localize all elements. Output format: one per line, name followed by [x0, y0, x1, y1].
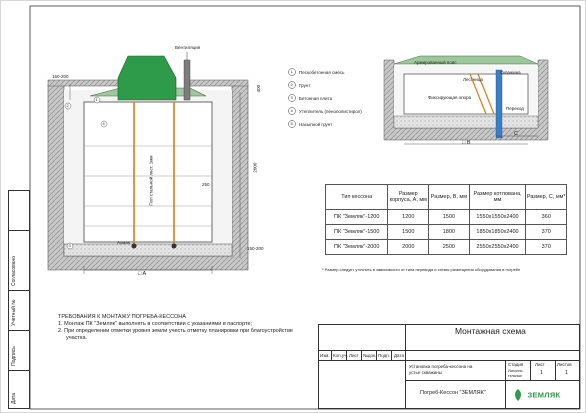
stamp-desc-line1: Установка погреба-кессона на: [409, 364, 473, 369]
wall-label: Пол стальной лест. 1мм: [148, 155, 154, 206]
side-label-approved: Согласовано: [11, 255, 17, 286]
side-label-account: Учетный №: [11, 299, 17, 326]
well-label: Скважина: [500, 70, 521, 75]
table-cell: 2550х2550х2400: [469, 240, 526, 255]
hatch-cap: [118, 56, 176, 100]
table-cell: 2500: [429, 240, 470, 255]
sheet-number: 1: [540, 370, 544, 376]
table-header: Тип кессона: [326, 185, 388, 210]
legend-text: Пескобетонная смесь: [299, 69, 345, 75]
table-cell: 1500: [429, 210, 470, 225]
col-header: Лист: [349, 353, 359, 358]
ventilation-pipe: [184, 60, 190, 100]
side-label-signature: Подпись: [11, 346, 17, 366]
table-cell: 370: [526, 240, 567, 255]
spec-table: [325, 184, 567, 255]
col-header: Подп.: [378, 353, 390, 358]
table-cell: 1200: [388, 210, 429, 225]
requirement-item-2-cont: участка.: [66, 335, 88, 341]
requirement-item-1: 1. Монтаж ПК "Земляк" выполнять в соответствии с указаниями в паспорте;: [58, 321, 253, 327]
legend-num: 2: [290, 81, 293, 87]
well-casing: [496, 70, 502, 138]
dim-bottom-right: 150-200: [247, 246, 264, 251]
pipe-label: Переход: [506, 106, 524, 111]
col-header: Дата: [394, 353, 404, 358]
table-row: [326, 225, 567, 240]
table-header: Размер, C, мм*: [526, 185, 567, 210]
callout-4: 4: [102, 120, 105, 126]
requirement-item-2: 2. При определении отметки уровня земли учесть отметку планировки при благоустройстве: [58, 328, 293, 334]
sheet-header: Лист: [535, 362, 545, 367]
stamp-title: Монтажная схема: [455, 326, 526, 336]
table-cell: 1550х1550х2400: [469, 210, 526, 225]
table-header: Размер котлована, мм: [469, 185, 526, 210]
dim-c-label: C: [514, 131, 518, 137]
table-header: Размер корпуса, A, мм: [388, 185, 429, 210]
table-header: Размер, B, мм: [429, 185, 470, 210]
side-label-date: Дата: [11, 392, 17, 404]
dim-b-label: □ B: [462, 140, 471, 146]
legend-num: 4: [290, 107, 293, 113]
table-header-row: [326, 185, 567, 210]
legend-num: 1: [290, 68, 293, 74]
table-cell: 2000: [388, 240, 429, 255]
callout-3: 3: [68, 242, 71, 248]
stage-value-line1: Исполни-: [508, 369, 524, 373]
col-header: Изм.: [320, 353, 330, 358]
callout-2: 2: [66, 102, 69, 108]
product-name: Погреб-Кессон "ЗЕМЛЯК": [420, 390, 486, 396]
support-label: Фиксирующая опора: [428, 95, 472, 100]
belt-label: Армированный пояс: [414, 60, 457, 65]
stamp-desc-line2: устье скважины: [409, 370, 442, 375]
stage-header: Стадия: [508, 362, 524, 367]
legend-text: Бетонная плита: [299, 95, 333, 101]
sheets-count: 1: [565, 370, 569, 376]
legend-num: 3: [290, 94, 293, 100]
table-cell: 1850х1850х2400: [469, 225, 526, 240]
brand-logo: [513, 386, 560, 404]
col-header: Кол.уч.: [333, 353, 348, 358]
table-cell: ПК "Земляк"-1500: [326, 225, 388, 240]
table-footnote: * Размер следует уточнить в зависимости от типа перевода и схемы размещения оборудования в погребе: [322, 267, 521, 272]
callout-1: 1: [95, 96, 98, 102]
dim-250: 250: [202, 182, 210, 187]
dim-400: 400: [256, 84, 262, 93]
stage-value-line2: тельные: [508, 374, 523, 378]
table-cell: ПК "Земляк"-1200: [326, 210, 388, 225]
ventilation-label: Вентиляция: [175, 45, 201, 50]
col-header: №док.: [363, 353, 377, 358]
dim-a-label: □ A: [138, 271, 147, 277]
requirements-title: ТРЕБОВАНИЯ К МОНТАЖУ ПОГРЕБА-КЕССОНА: [58, 314, 186, 320]
legend-text: Утеплитель (пенополистирол): [299, 108, 362, 114]
legend-text: Насыпной грунт: [299, 121, 333, 127]
leaf-icon: [513, 389, 523, 401]
legend-text: Грунт: [299, 82, 311, 88]
table-row: [326, 240, 567, 255]
logo-text: ЗЕМЛЯК: [527, 390, 561, 400]
table-cell: ПК "Земляк"-2000: [326, 240, 388, 255]
sheets-header: Листов: [557, 362, 572, 367]
table-cell: 370: [526, 225, 567, 240]
legend-num: 5: [290, 120, 293, 126]
table-cell: 1500: [388, 225, 429, 240]
hatch-label: Ахмак: [117, 240, 130, 245]
table-row: [326, 210, 567, 225]
table-cell: 360: [526, 210, 567, 225]
ladder-label: Лестница: [463, 77, 483, 82]
dim-top-left: 150-200: [52, 74, 69, 79]
dim-2000: 2000: [252, 162, 258, 173]
table-cell: 1800: [429, 225, 470, 240]
